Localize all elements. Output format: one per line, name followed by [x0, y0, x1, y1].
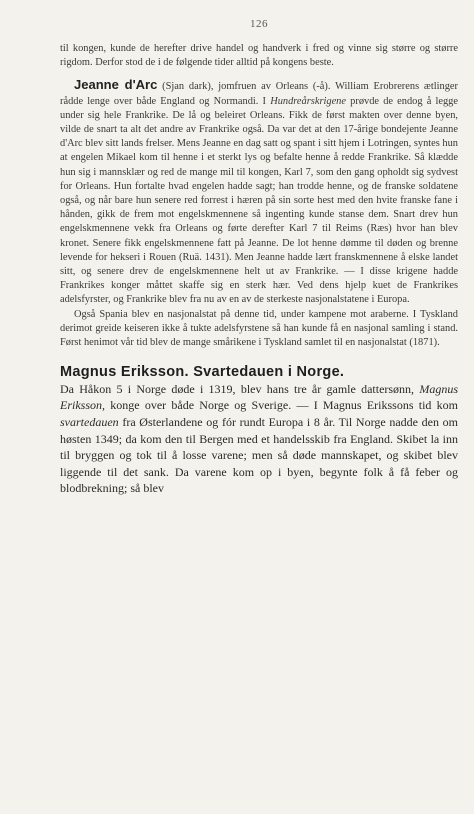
magnus-heading-paragraph	[60, 364, 458, 381]
magnus-text-c: fra Østerlandene og fór rundt Europa i 8 år. Til Norge nadde den om høsten 1349; da kom den til Bergen med et handelsskib fra England. Skibet la inn til bryggen og tok til å losse varene; men så døde mannskapet, og skibet blev liggende til det sank. Da varene kom op i byen, begynte folk å få feber og blodbrekning; så blev	[60, 415, 458, 496]
heading-magnus-eriksson: Magnus Eriksson. Svartedauen i Norge.	[60, 364, 345, 381]
magnus-text-b: konge over både Norge og Sverige. — I Magnus Erikssons tid kom	[110, 398, 459, 413]
intro-paragraph: til kongen, kunde de herefter drive handel og handverk i fred og vinne sig større og større rigdom. Derfor stod de i de følgende tider alltid på kongens beste.	[60, 43, 458, 69]
jeanne-text-b: prøvde de endog å legge under sig hele Frankrike. De lå og beleiret Orleans. Fikk de først makten over denne byen, vilde de snart ta alt det andre av Frankrike også. Da var det at den 17-årige bondejente Jeanne d'Arc blev sitt lands frelser. Mens Jeanne en dag satt og spant i sitt hjem i Lotringen, syntes hun at engelen Mikael kom til henne i et sterkt lys og befalte henne å redde Frankrike. Så klædde hun sig i mannsklær og red de mange mil til kongen, Karl 7, som den gang opholdt sig sydvest for Orleans. Hun fortalte hvad engelen hadde sagt; han trodde henne, og de franske soldatene også, og når bare hun senere red forrest i hæren på sin sorte hest med den hvite franske fane i hånden, gikk de frem mot engelskmennene så ingenting kunde stanse dem. Snart drev hun engelskmennene vekk fra Orleans og førte derefter Karl 7 til Reims (Ræs) hvor han blev kronet. Senere fikk engelskmennene fatt på Jeanne. De lot henne dømme til døden og brenne levende for hekseri i Rouen (Ruä. 1431). Men Jeanne hadde lært franskmennene å elske landet sitt, og senere drev de engelskmennene helt ut av Frankrike. — I disse krigene hadde Frankrikes konger måttet skaffe sig en sterk hær. Ved dens hjelp kuet de Frankrikes adelsfyrster, og Frankrike blev fra nu av en av de sterkeste nasjonalstatene i Europa.	[60, 95, 458, 306]
jeanne-paragraph	[60, 78, 458, 307]
section-magnus-eriksson	[60, 364, 458, 497]
spain-paragraph: Også Spania blev en nasjonalstat på denne tid, under kampene mot araberne. I Tyskland derimot greide keiseren ikke å tukte adelsfyrstene så han kunde få en nasjonal samling i stand. Først henimot vår tid blev de mange smårikene i Tyskland samlet til en nasjonalstat (1871).	[60, 308, 458, 349]
magnus-text-em1: Magnus Eriksson,	[60, 381, 458, 413]
section-jeanne-darc	[60, 42, 458, 350]
page-number: 126	[250, 18, 268, 30]
jeanne-text-em: Hundreårskrigene	[270, 95, 346, 107]
heading-jeanne-darc: Jeanne d'Arc	[74, 77, 158, 93]
magnus-text-em2: svartedauen	[60, 415, 119, 430]
jeanne-text-a: (Sjan dark), jomfruen av Orleans (-å). William Erobrerens ætlinger rådde lenge over både England og Normandi. I	[60, 81, 458, 107]
magnus-text-a: Da Håkon 5 i Norge døde i 1319, blev hans tre år gamle dattersønn,	[60, 381, 415, 396]
magnus-paragraph	[60, 381, 458, 497]
